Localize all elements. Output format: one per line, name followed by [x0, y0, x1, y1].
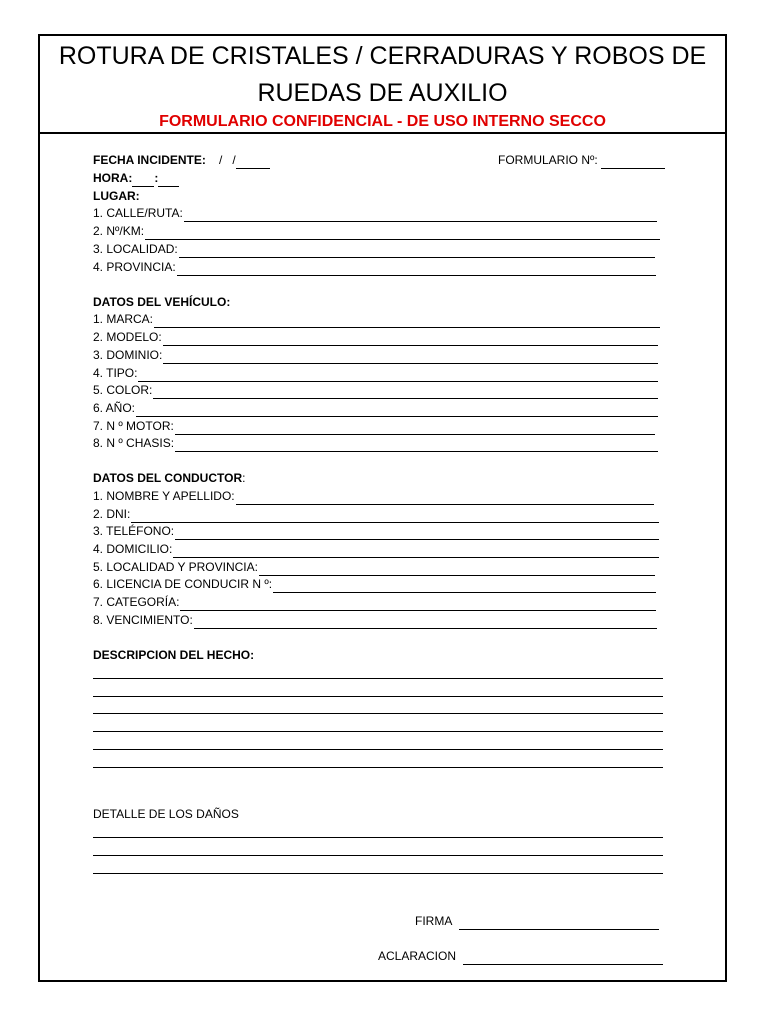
fecha-separator-2: / [232, 153, 236, 167]
descripcion-heading: DESCRIPCION DEL HECHO: [93, 648, 255, 662]
conductor-categoria-blank[interactable] [180, 596, 656, 611]
danos-line[interactable] [93, 855, 663, 856]
lugar-localidad-blank[interactable] [179, 243, 655, 258]
fecha-separator-1: / [219, 153, 223, 167]
lugar-provincia-blank[interactable] [177, 261, 656, 276]
lugar-numero-blank[interactable] [145, 225, 660, 240]
conductor-licencia-blank[interactable] [273, 578, 656, 593]
lugar-field-localidad[interactable] [93, 240, 655, 258]
conductor-domicilio-blank[interactable] [173, 543, 659, 558]
descripcion-line[interactable] [93, 767, 663, 768]
conductor-licencia-label: 6. LICENCIA DE CONDUCIR N º: [93, 577, 273, 591]
conductor-vencimiento-blank[interactable] [194, 614, 657, 629]
descripcion-line[interactable] [93, 749, 663, 750]
lugar-calle-blank[interactable] [184, 207, 657, 222]
form-title-line-2: RUEDAS DE AUXILIO [257, 79, 508, 107]
vehiculo-color-label: 5. COLOR: [93, 383, 153, 397]
lugar-field-provincia[interactable] [93, 258, 656, 276]
vehiculo-dominio-blank[interactable] [163, 349, 658, 364]
aclaracion-label: ACLARACION [378, 949, 457, 963]
conductor-localidad-blank[interactable] [259, 561, 655, 576]
danos-heading: DETALLE DE LOS DAÑOS [93, 807, 239, 821]
form-subtitle: FORMULARIO CONFIDENCIAL - DE USO INTERNO SECCO [159, 113, 606, 130]
hora-field[interactable] [93, 169, 179, 187]
firma-label: FIRMA [415, 914, 453, 928]
vehiculo-marca-blank[interactable] [154, 313, 660, 328]
conductor-field-nombre[interactable] [93, 487, 654, 505]
vehiculo-field-tipo[interactable] [93, 364, 658, 382]
aclaracion-field[interactable] [378, 947, 663, 965]
conductor-telefono-label: 3. TELÉFONO: [93, 524, 175, 538]
lugar-heading: LUGAR: [93, 189, 140, 203]
vehiculo-field-chasis[interactable] [93, 434, 658, 452]
vehiculo-field-color[interactable] [93, 381, 658, 399]
firma-blank[interactable] [459, 916, 659, 930]
lugar-numero-label: 2. Nº/KM: [93, 224, 145, 238]
vehiculo-field-marca[interactable] [93, 310, 660, 328]
vehiculo-anio-label: 6. AÑO: [93, 401, 136, 415]
vehiculo-tipo-blank[interactable] [138, 367, 658, 382]
lugar-localidad-label: 3. LOCALIDAD: [93, 242, 178, 256]
vehiculo-marca-label: 1. MARCA: [93, 312, 154, 326]
hora-minutes-blank[interactable] [158, 173, 179, 187]
formulario-numero-label: FORMULARIO Nº: [498, 153, 598, 167]
conductor-field-localidad[interactable] [93, 558, 655, 576]
fecha-field[interactable] [219, 151, 270, 169]
form-title-line-1: ROTURA DE CRISTALES / CERRADURAS Y ROBOS DE [58, 42, 707, 70]
conductor-field-licencia[interactable] [93, 575, 656, 593]
descripcion-line[interactable] [93, 678, 663, 679]
vehiculo-motor-label: 7. N º MOTOR: [93, 419, 174, 433]
conductor-field-vencimiento[interactable] [93, 611, 657, 629]
vehiculo-field-motor[interactable] [93, 417, 655, 435]
conductor-dni-label: 2. DNI: [93, 507, 131, 521]
conductor-localidad-label: 5. LOCALIDAD Y PROVINCIA: [93, 560, 258, 574]
descripcion-line[interactable] [93, 696, 663, 697]
vehiculo-dominio-label: 3. DOMINIO: [93, 348, 163, 362]
danos-line[interactable] [93, 873, 663, 874]
conductor-field-domicilio[interactable] [93, 540, 659, 558]
hora-label: HORA: [93, 171, 133, 185]
fecha-incidente-label: FECHA INCIDENTE: [93, 153, 206, 167]
vehiculo-heading: DATOS DEL VEHÍCULO: [93, 295, 231, 309]
formulario-numero-blank[interactable] [601, 155, 665, 169]
descripcion-line[interactable] [93, 713, 663, 714]
conductor-field-telefono[interactable] [93, 522, 659, 540]
conductor-telefono-blank[interactable] [175, 525, 659, 540]
conductor-nombre-label: 1. NOMBRE Y APELLIDO: [93, 489, 235, 503]
conductor-heading-colon: : [242, 471, 246, 485]
formulario-numero-field[interactable] [498, 151, 665, 169]
vehiculo-field-dominio[interactable] [93, 346, 658, 364]
fecha-year-blank[interactable] [236, 155, 270, 169]
vehiculo-anio-blank[interactable] [136, 402, 658, 417]
conductor-heading-text: DATOS DEL CONDUCTOR [93, 471, 243, 485]
vehiculo-color-blank[interactable] [153, 384, 658, 399]
vehiculo-tipo-label: 4. TIPO: [93, 366, 138, 380]
vehiculo-field-anio[interactable] [93, 399, 658, 417]
lugar-field-calle[interactable] [93, 204, 657, 222]
conductor-nombre-blank[interactable] [236, 490, 654, 505]
lugar-calle-label: 1. CALLE/RUTA: [93, 206, 183, 220]
conductor-field-dni[interactable] [93, 505, 659, 523]
conductor-categoria-label: 7. CATEGORÍA: [93, 595, 180, 609]
hora-hours-blank[interactable] [132, 173, 154, 187]
descripcion-line[interactable] [93, 731, 663, 732]
firma-field[interactable] [415, 912, 659, 930]
vehiculo-field-modelo[interactable] [93, 328, 658, 346]
danos-line[interactable] [93, 837, 663, 838]
vehiculo-modelo-label: 2. MODELO: [93, 330, 162, 344]
conductor-field-categoria[interactable] [93, 593, 656, 611]
conductor-dni-blank[interactable] [131, 508, 659, 523]
conductor-domicilio-label: 4. DOMICILIO: [93, 542, 173, 556]
hora-separator: : [154, 171, 159, 185]
header-divider [40, 132, 725, 134]
lugar-field-numero[interactable] [93, 222, 660, 240]
vehiculo-motor-blank[interactable] [175, 420, 655, 435]
vehiculo-chasis-blank[interactable] [175, 437, 658, 452]
conductor-vencimiento-label: 8. VENCIMIENTO: [93, 613, 193, 627]
conductor-heading [93, 469, 245, 487]
aclaracion-blank[interactable] [463, 951, 663, 965]
vehiculo-chasis-label: 8. N º CHASIS: [93, 436, 175, 450]
vehiculo-modelo-blank[interactable] [163, 331, 658, 346]
lugar-provincia-label: 4. PROVINCIA: [93, 260, 176, 274]
